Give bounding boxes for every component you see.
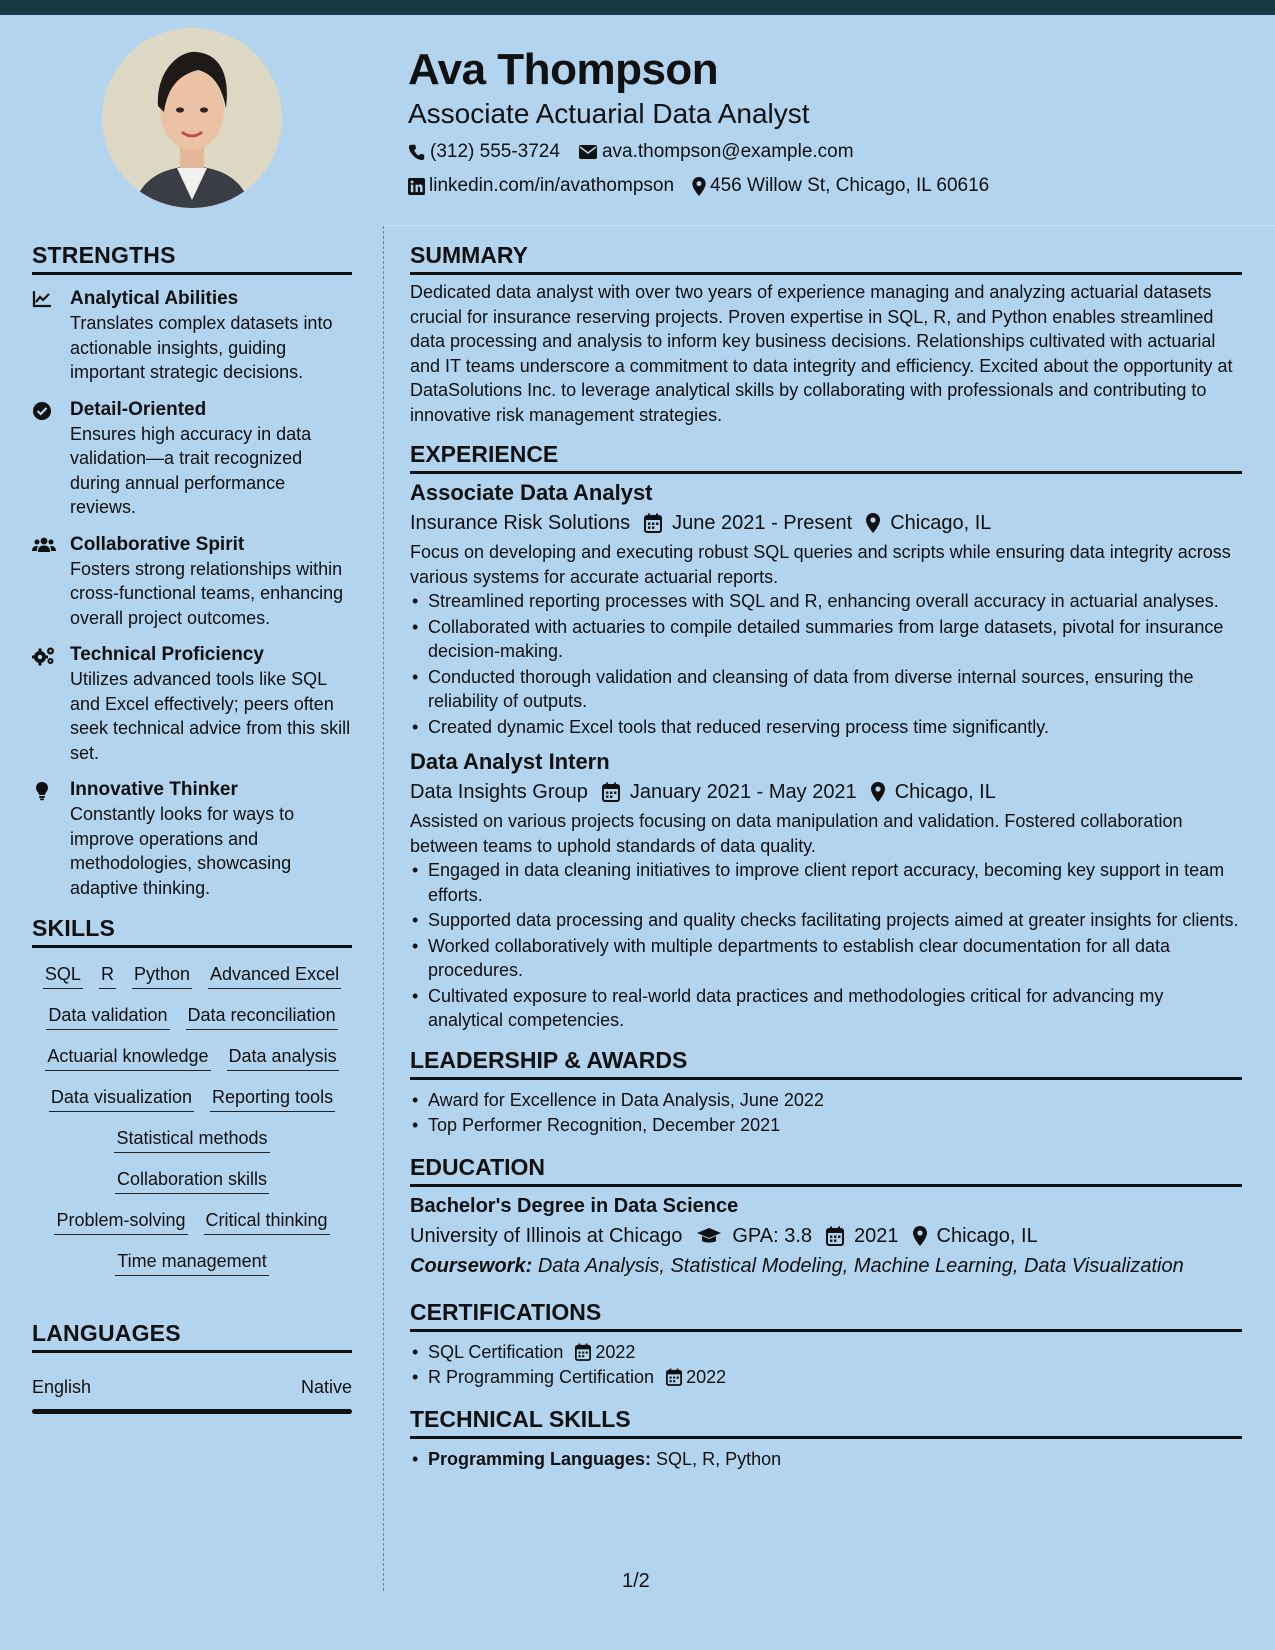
header: [408, 44, 1238, 202]
skills-list: [32, 962, 352, 1276]
section-rule: [410, 471, 1242, 474]
job-bullet: • Collaborated with actuaries to compile detailed summaries from large datasets, pivotal for insurance decision-making.: [410, 615, 1242, 664]
job-bullets: [410, 589, 1242, 739]
job-intro: Assisted on various projects focusing on data manipulation and validation. Fostered collaboration between teams to uphold standards of data quality.: [410, 811, 1183, 856]
job-bullets: [410, 858, 1242, 1033]
gpa-text: GPA: 3.8: [732, 1224, 813, 1247]
section-rule: [32, 945, 352, 948]
graduation-cap-icon: [696, 1227, 722, 1245]
job-dates: January 2021 - May 2021: [629, 781, 857, 803]
calendar-icon: [826, 1226, 844, 1246]
candidate-title: Associate Actuarial Data Analyst: [408, 98, 810, 129]
job-intro: Focus on developing and executing robust SQL queries and scripts while ensuring data integrity across various systems for accurate actuarial reports.: [410, 542, 1231, 587]
profile-photo: [102, 28, 282, 208]
top-accent-bar: [0, 0, 1275, 15]
job-dates-group: [644, 508, 852, 538]
section-rule: [410, 1077, 1242, 1080]
map-pin-icon: [866, 513, 880, 533]
calendar-icon: [575, 1343, 591, 1361]
skill-tag: Data reconciliation: [186, 1003, 338, 1030]
graduation-year: 2021: [854, 1224, 899, 1247]
skill-tag: Python: [132, 962, 192, 989]
job-bullet: • Cultivated exposure to real-world data practices and methodologies critical for advancing my analytical competencies.: [410, 984, 1242, 1033]
linkedin-contact[interactable]: [408, 170, 674, 202]
certification-name: • SQL Certification: [428, 1341, 564, 1362]
section-rule: [410, 1436, 1242, 1439]
degree-title: Bachelor's Degree in Data Science: [410, 1194, 739, 1217]
certifications-heading: CERTIFICATIONS: [410, 1298, 602, 1325]
strength-title: Collaborative Spirit: [70, 533, 245, 555]
experience-heading: EXPERIENCE: [410, 441, 559, 467]
education-location-group: [913, 1221, 1038, 1251]
summary-text: Dedicated data analyst with over two years of experience managing and analyzing actuarial datasets crucial for insurance reserving projects. Proven expertise in SQL, R, and Python enables streamlined data processing and analysis to inform key business decisions. Relationships cultivated with actuarial and IT teams underscore a commitment to data integrity and efficiency. Excited about the opportunity at DataSolutions Inc. to leverage analytical skills by collaborating with professionals and contributing to innovative risk management strategies.: [410, 282, 1233, 425]
strength-item: [32, 643, 352, 765]
job-company: Data Insights Group: [410, 781, 588, 803]
section-rule: [32, 272, 352, 275]
phone-text: (312) 555-3724: [430, 141, 560, 162]
strength-desc: Ensures high accuracy in data validation—a trait recognized during annual performance reviews.: [70, 423, 312, 517]
job-dates-group: [602, 777, 857, 807]
education-location: Chicago, IL: [936, 1224, 1038, 1247]
skill-tag: R: [99, 962, 116, 989]
awards-list: [410, 1088, 1242, 1138]
skill-tag: Critical thinking: [204, 1208, 330, 1235]
skill-tag: Statistical methods: [114, 1126, 269, 1153]
phone-icon: [408, 143, 426, 161]
calendar-icon: [644, 513, 662, 533]
strength-title: Analytical Abilities: [70, 288, 239, 309]
column-divider: [383, 226, 384, 1591]
users-icon: [32, 536, 56, 554]
job-location: Chicago, IL: [890, 512, 992, 534]
skill-tag: Actuarial knowledge: [45, 1044, 210, 1071]
skills-heading: SKILLS: [32, 915, 115, 941]
strength-desc: Utilizes advanced tools like SQL and Excel effectively; peers often seek technical advice from this skill set.: [70, 669, 351, 763]
language-item: [32, 1375, 352, 1399]
phone-contact[interactable]: [408, 136, 560, 168]
strength-desc: Translates complex datasets into actionable insights, guiding important strategic decisions.: [70, 313, 333, 382]
strengths-heading: STRENGTHS: [32, 242, 176, 268]
map-pin-icon: [871, 782, 885, 802]
strength-title: Detail-Oriented: [70, 398, 207, 420]
strength-item: [32, 287, 352, 385]
section-rule: [410, 272, 1242, 275]
header-divider: [384, 225, 1275, 226]
graduation-year-group: [826, 1221, 899, 1251]
summary-heading: SUMMARY: [410, 242, 528, 268]
address-text: 456 Willow St, Chicago, IL 60616: [710, 175, 990, 196]
linkedin-icon: [408, 178, 425, 195]
education-heading: EDUCATION: [410, 1153, 546, 1180]
technical-skills-list: [410, 1447, 1242, 1472]
gears-icon: [32, 646, 56, 666]
language-name: English: [32, 1377, 92, 1397]
job-dates: June 2021 - Present: [672, 512, 853, 534]
email-contact[interactable]: [578, 136, 854, 168]
certification-year: 2022: [686, 1367, 727, 1387]
technical-skills-heading: TECHNICAL SKILLS: [410, 1405, 631, 1432]
job-title: Associate Data Analyst: [410, 480, 653, 505]
strength-item: [32, 778, 352, 900]
gpa-group: [696, 1221, 812, 1251]
strength-item: [32, 398, 352, 520]
right-column: [410, 240, 1242, 1472]
technical-skill-label: Programming Languages:: [428, 1448, 652, 1469]
section-rule: [32, 1350, 352, 1353]
calendar-icon: [602, 782, 620, 802]
check-circle-icon: [32, 401, 52, 421]
skill-tag: Advanced Excel: [208, 962, 341, 989]
chart-line-icon: [32, 290, 52, 308]
job-company: Insurance Risk Solutions: [410, 512, 631, 534]
job-bullet: • Streamlined reporting processes with SQL and R, enhancing overall accuracy in actuarial analyses.: [410, 589, 1242, 614]
candidate-name: Ava Thompson: [408, 45, 719, 94]
map-pin-icon: [692, 177, 706, 196]
lightbulb-icon: [32, 781, 52, 801]
job-meta: [410, 777, 1242, 807]
job-bullet: • Worked collaboratively with multiple departments to establish clear documentation for all data procedures.: [410, 934, 1242, 983]
strength-desc: Constantly looks for ways to improve operations and methodologies, showcasing adaptive thinking.: [70, 804, 295, 898]
coursework: [410, 1251, 1242, 1281]
award-item: • Award for Excellence in Data Analysis, June 2022: [410, 1088, 1242, 1113]
skill-tag: SQL: [43, 962, 83, 989]
calendar-icon: [666, 1368, 682, 1386]
skill-tag: Collaboration skills: [115, 1167, 269, 1194]
skill-tag: Time management: [115, 1249, 268, 1276]
strength-desc: Fosters strong relationships within cross-functional teams, enhancing overall project outcomes.: [70, 558, 344, 628]
certification-name: • R Programming Certification: [428, 1367, 655, 1387]
job-meta: [410, 508, 1242, 538]
job-location-group: [871, 777, 996, 807]
job-entry: [410, 747, 1242, 1033]
strength-title: Technical Proficiency: [70, 644, 264, 665]
strength-title: Innovative Thinker: [70, 779, 238, 800]
job-bullet: • Conducted thorough validation and cleansing of data from diverse internal sources, ensuring the reliability of outputs.: [410, 665, 1242, 714]
award-item: • Top Performer Recognition, December 2021: [410, 1113, 1242, 1138]
left-column: [32, 240, 352, 1414]
address-contact: [692, 170, 989, 202]
job-bullet: • Engaged in data cleaning initiatives to improve client report accuracy, becoming key support in team efforts.: [410, 858, 1242, 907]
language-level: Native: [300, 1377, 352, 1397]
certification-item: [410, 1365, 1242, 1390]
education-meta: [410, 1221, 1242, 1251]
page-indicator: 1/2: [622, 1570, 650, 1592]
strength-item: [32, 533, 352, 631]
certification-year: 2022: [595, 1341, 636, 1362]
school-name: University of Illinois at Chicago: [410, 1224, 683, 1247]
technical-skill-value: SQL, R, Python: [656, 1448, 782, 1469]
coursework-label: Coursework:: [410, 1254, 533, 1277]
skill-tag: Reporting tools: [210, 1085, 335, 1112]
certification-item: [410, 1340, 1242, 1365]
section-rule: [410, 1329, 1242, 1332]
language-proficiency-bar: [32, 1409, 352, 1414]
map-pin-icon: [913, 1226, 927, 1246]
languages-heading: LANGUAGES: [32, 1320, 181, 1346]
job-bullet: • Created dynamic Excel tools that reduced reserving process time significantly.: [410, 715, 1242, 740]
job-bullet: • Supported data processing and quality checks facilitating projects aimed at greater insights for clients.: [410, 908, 1242, 933]
technical-skill-item: [410, 1447, 1242, 1472]
coursework-text: Data Analysis, Statistical Modeling, Machine Learning, Data Visualization: [537, 1254, 1184, 1277]
strengths-list: [32, 287, 352, 900]
envelope-icon: [578, 144, 598, 160]
job-title: Data Analyst Intern: [410, 749, 610, 774]
job-location-group: [866, 508, 991, 538]
section-rule: [410, 1184, 1242, 1187]
skill-tag: Data validation: [46, 1003, 169, 1030]
job-location: Chicago, IL: [894, 781, 996, 803]
skill-tag: Data visualization: [49, 1085, 194, 1112]
skill-tag: Problem-solving: [54, 1208, 187, 1235]
awards-heading: LEADERSHIP & AWARDS: [410, 1046, 688, 1073]
skill-tag: Data analysis: [227, 1044, 339, 1071]
certifications-list: [410, 1340, 1242, 1390]
email-text: ava.thompson@example.com: [601, 141, 854, 162]
job-entry: [410, 478, 1242, 739]
portrait-illustration: [102, 28, 282, 208]
linkedin-text: linkedin.com/in/avathompson: [429, 175, 675, 196]
